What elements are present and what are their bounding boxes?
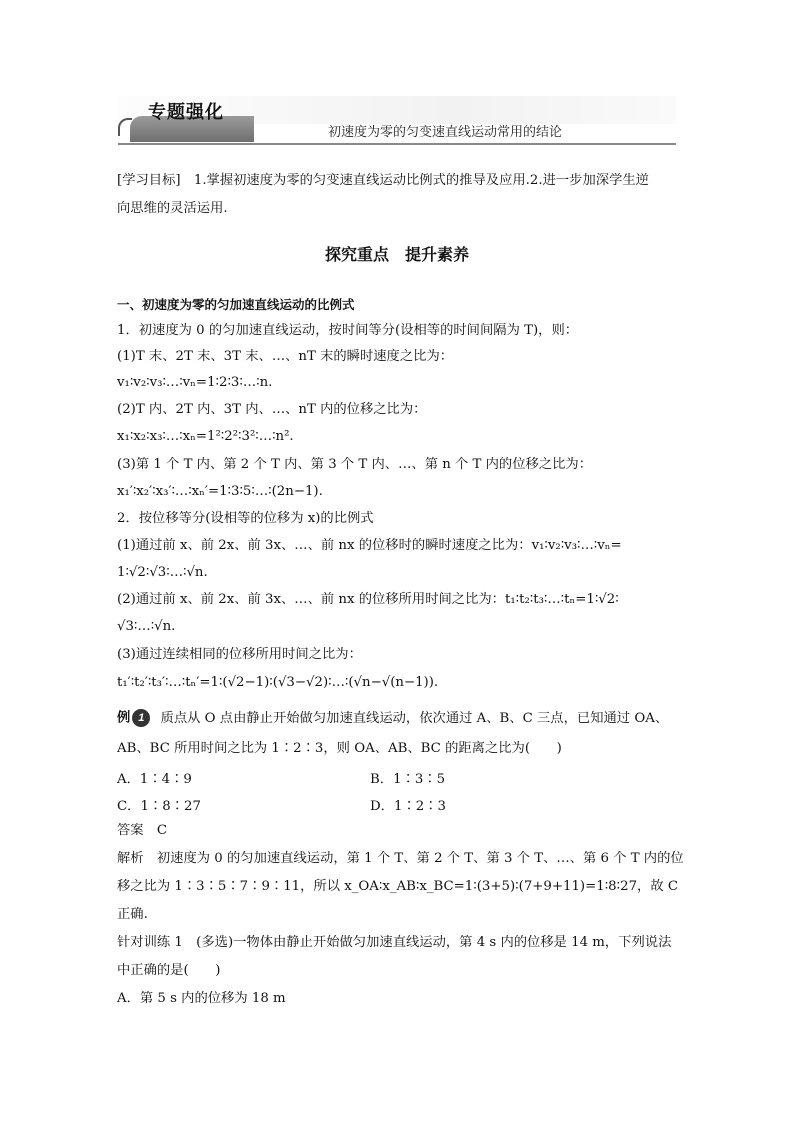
example-option-a: A．1∶4∶9 xyxy=(117,772,192,787)
body-line: (1)T 末、2T 末、3T 末、…、nT 末的瞬时速度之比为： xyxy=(117,349,454,364)
banner-divider xyxy=(118,143,676,145)
example-label: 例 xyxy=(117,710,131,726)
banner-hook-decoration xyxy=(118,118,132,136)
body-formula: 1∶√2∶√3∶…∶√n. xyxy=(117,565,208,580)
example-analysis-line-3: 正确. xyxy=(117,907,148,922)
banner-title: 专题强化 xyxy=(148,102,224,123)
example-question-line-1 xyxy=(117,709,668,728)
section-title: 探究重点 提升素养 xyxy=(324,245,469,264)
body-line: (3)通过连续相同的位移所用时间之比为： xyxy=(117,647,362,662)
example-option-c: C．1∶8∶27 xyxy=(117,799,201,814)
body-formula: v₁∶v₂∶v₃∶…∶vₙ=1∶2∶3∶…∶n. xyxy=(117,375,273,390)
body-line: 2．按位移等分(设相等的位移为 x)的比例式 xyxy=(117,511,374,526)
example-option-b: B．1∶3∶5 xyxy=(370,772,446,787)
example-number-badge: 1 xyxy=(132,709,150,727)
body-line: (2)T 内、2T 内、3T 内、…、nT 内的位移之比为： xyxy=(117,402,427,417)
example-analysis-line-1: 解析 初速度为 0 的匀加速直线运动，第 1 个 T、第 2 个 T、第 3 个 T、…、第 6 个 T 内的位 xyxy=(117,851,684,866)
example-option-d: D．1∶2∶3 xyxy=(370,799,446,814)
body-formula: t₁′∶t₂′∶t₃′∶…∶tₙ′=1∶(√2−1)∶(√3−√2)∶…∶(√n−√(n−1)). xyxy=(117,675,439,690)
training-option-a: A．第 5 s 内的位移为 18 m xyxy=(117,991,286,1006)
example-answer: 答案 C xyxy=(117,823,168,838)
body-formula: x₁′∶x₂′∶x₃′∶…∶xₙ′=1∶3∶5∶…∶(2n−1). xyxy=(117,484,323,499)
body-formula: x₁∶x₂∶x₃∶…∶xₙ=1²∶2²∶3²∶…∶n². xyxy=(117,429,294,444)
body-line: (2)通过前 x、前 2x、前 3x、…、前 nx 的位移所用时间之比为：t₁∶t₂∶t₃∶…∶tₙ=1∶√2∶ xyxy=(117,592,619,607)
example-analysis-line-2: 移之比为 1∶3∶5∶7∶9∶11，所以 x_OA∶x_AB∶x_BC=1∶(3+5)∶(7+9+11)=1∶8∶27，故 C xyxy=(117,879,679,894)
banner-subtitle: 初速度为零的匀变速直线运动常用的结论 xyxy=(328,125,563,140)
body-line: 1．初速度为 0 的匀加速直线运动，按时间等分(设相等的时间间隔为 T)，则： xyxy=(117,323,579,338)
example-question-line-2: AB、BC 所用时间之比为 1∶2∶3，则 OA、AB、BC 的距离之比为( ) xyxy=(117,741,562,756)
learning-goals-line-1: [学习目标] 1.掌握初速度为零的匀变速直线运动比例式的推导及应用.2.进一步加深学生逆 xyxy=(117,173,649,188)
learning-goals-line-2: 向思维的灵活运用. xyxy=(117,201,228,216)
heading-ratio-formulas: 一、初速度为零的匀加速直线运动的比例式 xyxy=(117,297,355,312)
body-line: (3)第 1 个 T 内、第 2 个 T 内、第 3 个 T 内、…、第 n 个 T 内的位移之比为： xyxy=(117,457,593,472)
example-question-text: 质点从 O 点由静止开始做匀加速直线运动，依次通过 A、B、C 三点，已知通过 OA、 xyxy=(160,710,669,726)
training-question-line-1: 针对训练 1 (多选)一物体由静止开始做匀加速直线运动，第 4 s 内的位移是 14 m，下列说法 xyxy=(117,935,672,950)
body-line: (1)通过前 x、前 2x、前 3x、…、前 nx 的位移时的瞬时速度之比为：v₁∶v₂∶v₃∶…∶vₙ= xyxy=(117,538,622,553)
training-question-line-2: 中正确的是( ) xyxy=(117,963,221,978)
header-banner xyxy=(118,96,676,148)
body-formula: √3∶…∶√n. xyxy=(117,619,176,634)
